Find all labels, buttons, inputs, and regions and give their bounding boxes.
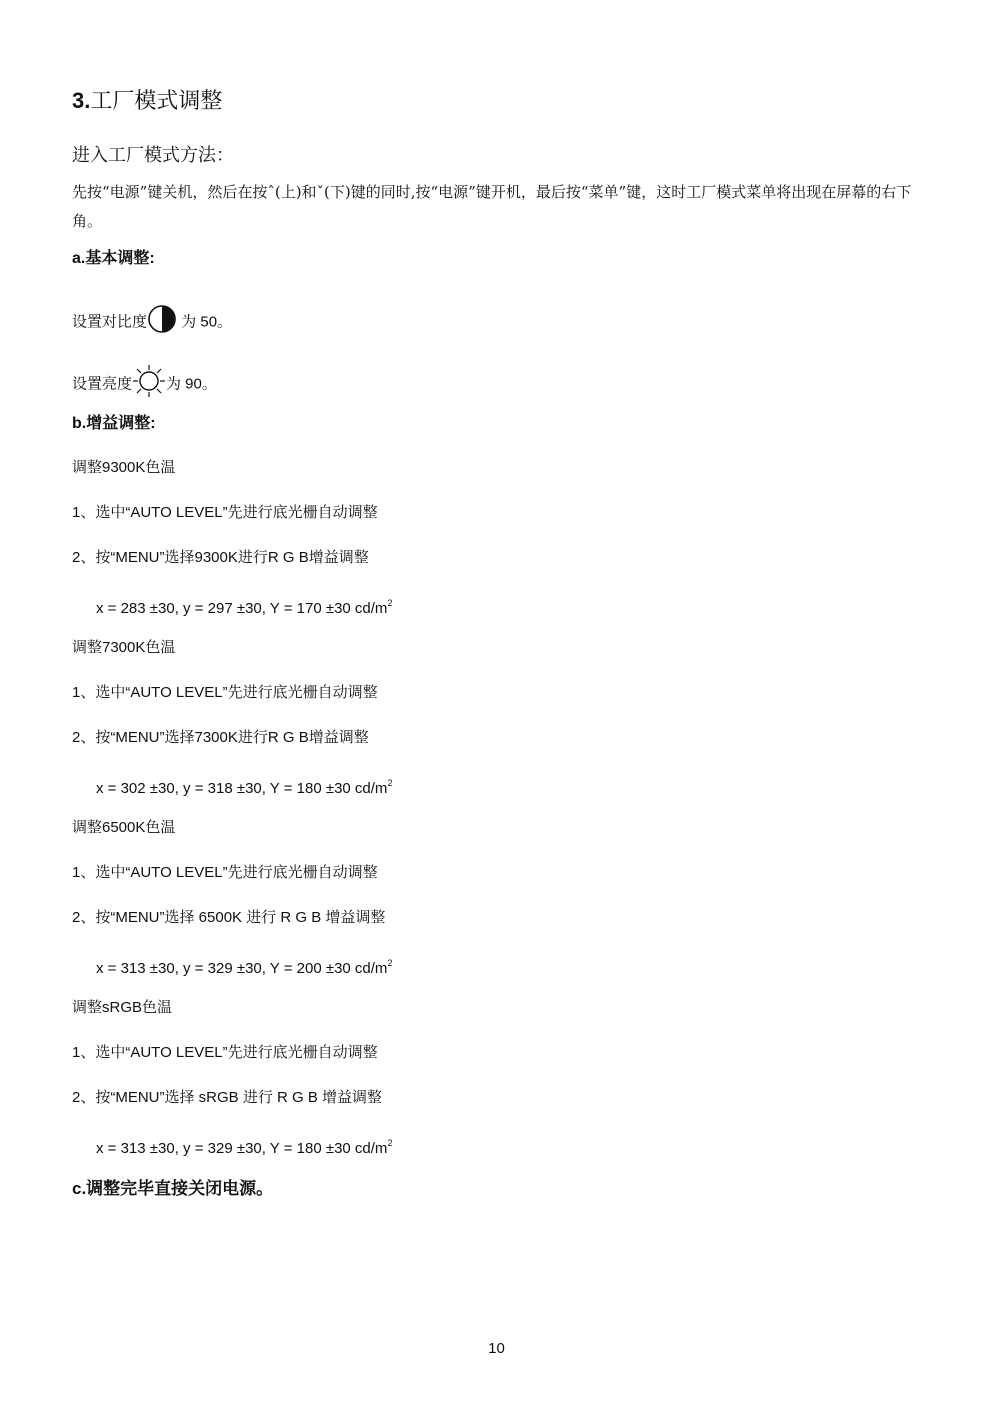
- intro-paragraph: 先按“电源”键关机，然后在按ˆ(上)和ˇ(下)键的同时,按“电源”键开机，最后按“菜单”键，这时工厂模式菜单将出现在屏幕的右下角。: [72, 183, 912, 230]
- brightness-setting: [72, 364, 217, 405]
- group-title: 调整6500K色温: [72, 819, 176, 836]
- step-menu-select: 2、按“MENU”选择 sRGB 进行 R G B 增益调整: [72, 1089, 383, 1106]
- contrast-value: 为 50。: [177, 313, 233, 331]
- formula-text: x = 283 ±30, y = 297 ±30, Y = 170 ±30 cd/m: [96, 600, 388, 617]
- step-auto-level: 1、选中“AUTO LEVEL”先进行底光栅自动调整: [72, 504, 378, 521]
- contrast-icon: [147, 303, 177, 342]
- formula-superscript: 2: [387, 958, 393, 968]
- section-a-title: a.基本调整:: [72, 250, 155, 267]
- section-b-title: b.增益调整:: [72, 415, 156, 432]
- group-title: 调整sRGB色温: [72, 999, 173, 1016]
- brightness-label: 设置亮度: [72, 375, 133, 393]
- section-heading: [72, 86, 222, 116]
- brightness-icon: [132, 364, 166, 405]
- formula-text: x = 313 ±30, y = 329 ±30, Y = 180 ±30 cd/m: [96, 1140, 388, 1157]
- step-auto-level: 1、选中“AUTO LEVEL”先进行底光栅自动调整: [72, 1044, 378, 1061]
- contrast-label: 设置对比度: [72, 313, 148, 331]
- contrast-setting: [72, 303, 232, 342]
- target-formula: [96, 1132, 392, 1160]
- target-formula: [96, 952, 392, 980]
- formula-text: x = 313 ±30, y = 329 ±30, Y = 200 ±30 cd/m: [96, 960, 388, 977]
- page-number: 10: [488, 1340, 505, 1357]
- target-formula: [96, 592, 392, 620]
- section-title: 工厂模式调整: [90, 88, 223, 113]
- formula-superscript: 2: [387, 598, 393, 608]
- subheading: 进入工厂模式方法：: [72, 145, 234, 165]
- group-title: 调整7300K色温: [72, 639, 176, 656]
- brightness-value: 为 90。: [166, 375, 217, 393]
- step-auto-level: 1、选中“AUTO LEVEL”先进行底光栅自动调整: [72, 684, 378, 701]
- formula-text: x = 302 ±30, y = 318 ±30, Y = 180 ±30 cd/m: [96, 780, 388, 797]
- step-auto-level: 1、选中“AUTO LEVEL”先进行底光栅自动调整: [72, 864, 378, 881]
- target-formula: [96, 772, 392, 800]
- step-menu-select: 2、按“MENU”选择 6500K 进行 R G B 增益调整: [72, 909, 386, 926]
- step-menu-select: 2、按“MENU”选择7300K进行R G B增益调整: [72, 729, 369, 746]
- formula-superscript: 2: [387, 1138, 393, 1148]
- section-number: 3.: [72, 88, 91, 113]
- section-c-title: c.调整完毕直接关闭电源。: [72, 1179, 274, 1198]
- group-title: 调整9300K色温: [72, 459, 176, 476]
- formula-superscript: 2: [387, 778, 393, 788]
- step-menu-select: 2、按“MENU”选择9300K进行R G B增益调整: [72, 549, 369, 566]
